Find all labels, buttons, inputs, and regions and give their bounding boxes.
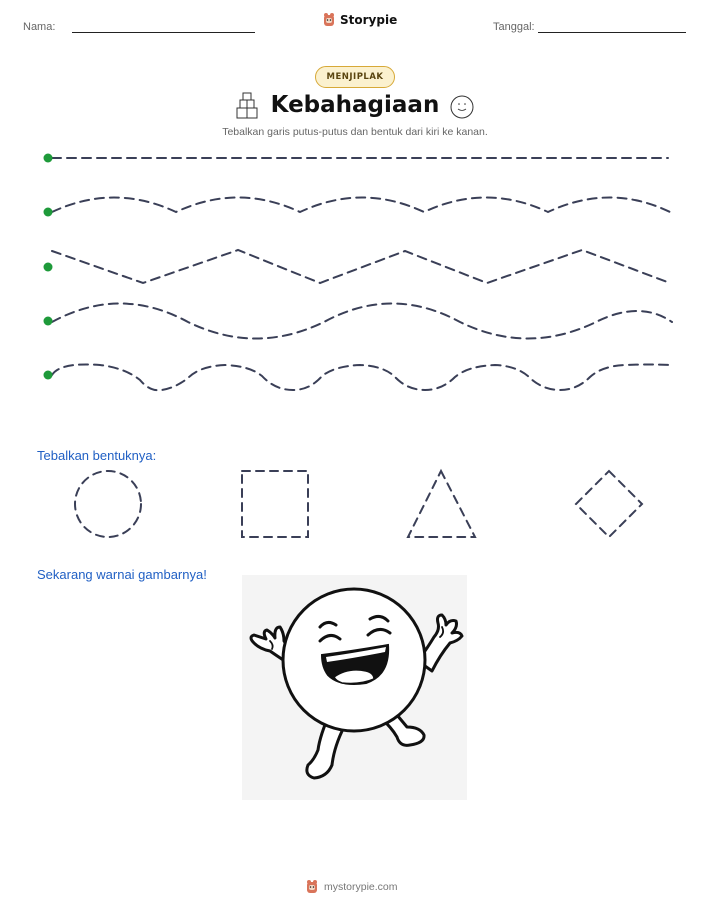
coloring-section-label: Sekarang warnai gambarnya! bbox=[37, 567, 207, 582]
name-label: Nama: bbox=[23, 21, 56, 33]
start-dot bbox=[44, 154, 53, 163]
shapes-section-label: Tebalkan bentuknya: bbox=[37, 448, 157, 463]
tracing-line-bumpy-wave bbox=[52, 364, 670, 390]
start-dot bbox=[44, 371, 53, 380]
start-dot bbox=[44, 263, 53, 272]
coloring-image bbox=[242, 575, 467, 800]
storypie-logo-icon bbox=[305, 879, 319, 895]
tracing-line-wave bbox=[52, 304, 672, 339]
tracing-shape-square bbox=[242, 471, 308, 537]
worksheet-instruction: Tebalkan garis putus-putus dan bentuk dari kiri ke kanan. bbox=[222, 126, 488, 138]
worksheet-badge: MENJIPLAK bbox=[315, 66, 395, 88]
tracing-shapes bbox=[0, 465, 709, 545]
tracing-shape-circle bbox=[75, 471, 141, 537]
tracing-line-gentle-wave bbox=[52, 198, 670, 213]
footer-link[interactable]: mystorypie.com bbox=[324, 881, 398, 893]
date-field[interactable] bbox=[538, 32, 686, 33]
tracing-lines bbox=[0, 140, 709, 410]
worksheet-title: Kebahagiaan bbox=[270, 92, 440, 118]
happy-smiley-character bbox=[242, 575, 467, 800]
start-dot bbox=[44, 208, 53, 217]
date-label: Tanggal: bbox=[493, 21, 535, 33]
storypie-logo-icon bbox=[322, 12, 336, 28]
start-dot bbox=[44, 317, 53, 326]
tracing-line-zigzag bbox=[52, 250, 670, 283]
name-field[interactable] bbox=[72, 32, 255, 33]
tower-icon bbox=[234, 90, 260, 120]
tracing-shape-diamond bbox=[576, 471, 642, 537]
smiley-icon bbox=[449, 94, 475, 120]
brand-name: Storypie bbox=[340, 13, 398, 27]
brand-logo bbox=[322, 12, 397, 28]
tracing-shape-triangle bbox=[408, 471, 475, 537]
footer bbox=[305, 879, 398, 895]
